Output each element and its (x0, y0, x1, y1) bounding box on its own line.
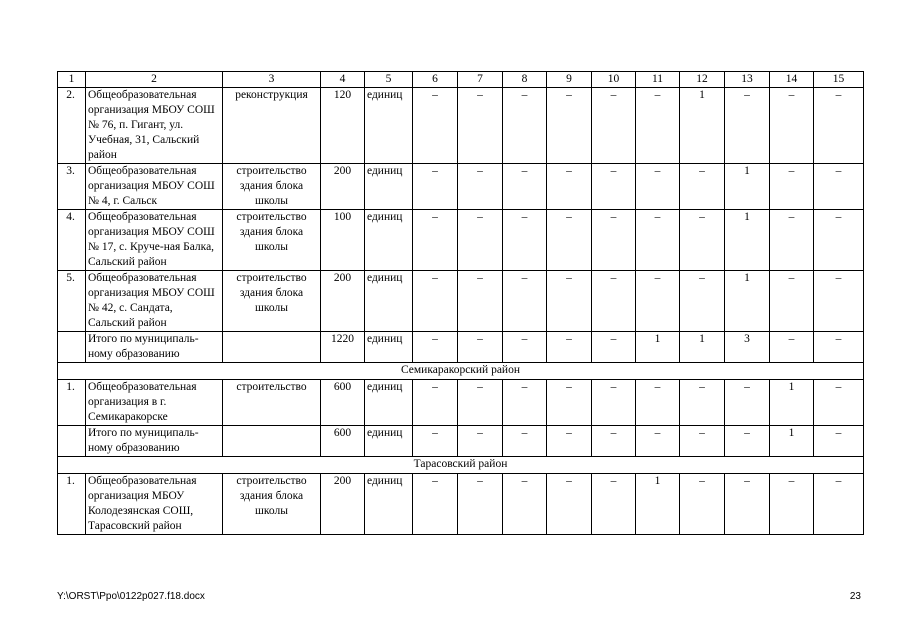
year-value-cell: – (814, 380, 864, 426)
section-title: Семикаракорский район (58, 363, 864, 380)
unit-label: единиц (365, 474, 413, 535)
unit-label: единиц (365, 271, 413, 332)
year-value-cell: – (770, 164, 814, 210)
year-value-cell: – (503, 380, 547, 426)
object-name: Общеобразовательная организация МБОУ Колодезянская СОШ, Тарасовский район (86, 474, 223, 535)
year-value-cell: – (814, 164, 864, 210)
work-type: строительство здания блока школы (223, 271, 321, 332)
year-value-cell: – (458, 474, 503, 535)
year-value-cell: – (680, 271, 725, 332)
file-path: Y:\ORST\Ppo\0122p027.f18.docx (57, 591, 205, 602)
object-name: Итого по муниципаль-ному образованию (86, 332, 223, 363)
year-value-cell: 1 (725, 210, 770, 271)
year-value-cell: – (592, 164, 636, 210)
year-value-cell: – (636, 426, 680, 457)
year-value-cell: – (770, 210, 814, 271)
table-row (58, 474, 864, 535)
year-value-cell: – (636, 164, 680, 210)
year-value-cell: 3 (725, 332, 770, 363)
year-value-cell: – (770, 88, 814, 164)
year-value-cell: – (458, 332, 503, 363)
year-value-cell: – (547, 332, 592, 363)
header-cell: 15 (814, 72, 864, 88)
unit-label: единиц (365, 332, 413, 363)
row-number: 3. (58, 164, 86, 210)
unit-label: единиц (365, 380, 413, 426)
year-value-cell: – (814, 332, 864, 363)
year-value-cell: – (547, 88, 592, 164)
year-value-cell: – (503, 271, 547, 332)
year-value-cell: – (413, 426, 458, 457)
header-cell: 14 (770, 72, 814, 88)
section-row (58, 457, 864, 474)
row-number: 1. (58, 380, 86, 426)
year-value-cell: – (725, 426, 770, 457)
row-number: 1. (58, 474, 86, 535)
year-value-cell: – (503, 332, 547, 363)
object-name: Общеобразовательная организация в г. Семикаракорске (86, 380, 223, 426)
year-value-cell: – (413, 271, 458, 332)
year-value-cell: – (814, 474, 864, 535)
year-value-cell: – (458, 210, 503, 271)
year-value-cell: – (547, 426, 592, 457)
table-row (58, 210, 864, 271)
year-value-cell: – (458, 271, 503, 332)
year-value-cell: 1 (680, 332, 725, 363)
year-value-cell: 1 (680, 88, 725, 164)
table-row (58, 271, 864, 332)
year-value-cell: – (413, 380, 458, 426)
year-value-cell: 1 (725, 271, 770, 332)
header-cell: 11 (636, 72, 680, 88)
header-cell: 6 (413, 72, 458, 88)
unit-label: единиц (365, 426, 413, 457)
year-value-cell: 1 (770, 426, 814, 457)
year-value-cell: – (592, 88, 636, 164)
year-value-cell: – (458, 426, 503, 457)
section-row (58, 363, 864, 380)
year-value-cell: – (413, 332, 458, 363)
year-value-cell: – (680, 210, 725, 271)
year-value-cell: – (503, 210, 547, 271)
year-value-cell: – (592, 426, 636, 457)
object-name: Общеобразовательная организация МБОУ СОШ № 17, с. Круче-ная Балка, Сальский район (86, 210, 223, 271)
year-value-cell: – (592, 474, 636, 535)
work-type (223, 332, 321, 363)
header-cell: 2 (86, 72, 223, 88)
table-row (58, 88, 864, 164)
capacity-value: 200 (321, 474, 365, 535)
unit-label: единиц (365, 88, 413, 164)
row-number: 2. (58, 88, 86, 164)
object-name: Итого по муниципаль-ному образованию (86, 426, 223, 457)
capacity-value: 200 (321, 164, 365, 210)
total-row (58, 332, 864, 363)
year-value-cell: – (592, 210, 636, 271)
row-number: 5. (58, 271, 86, 332)
year-value-cell: – (503, 88, 547, 164)
year-value-cell: – (814, 88, 864, 164)
year-value-cell: – (636, 88, 680, 164)
year-value-cell: – (547, 271, 592, 332)
row-number (58, 332, 86, 363)
work-type: реконструкция (223, 88, 321, 164)
year-value-cell: – (636, 380, 680, 426)
year-value-cell: – (725, 88, 770, 164)
year-value-cell: – (503, 426, 547, 457)
year-value-cell: – (636, 210, 680, 271)
object-name: Общеобразовательная организация МБОУ СОШ № 4, г. Сальск (86, 164, 223, 210)
year-value-cell: – (458, 164, 503, 210)
year-value-cell: – (503, 474, 547, 535)
work-type (223, 426, 321, 457)
year-value-cell: – (814, 271, 864, 332)
header-cell: 1 (58, 72, 86, 88)
year-value-cell: – (592, 332, 636, 363)
year-value-cell: – (770, 474, 814, 535)
unit-label: единиц (365, 210, 413, 271)
capacity-value: 1220 (321, 332, 365, 363)
header-cell: 12 (680, 72, 725, 88)
header-cell: 3 (223, 72, 321, 88)
year-value-cell: – (680, 380, 725, 426)
object-name: Общеобразовательная организация МБОУ СОШ № 42, с. Сандата, Сальский район (86, 271, 223, 332)
work-type: строительство здания блока школы (223, 164, 321, 210)
year-value-cell: – (413, 164, 458, 210)
year-value-cell: 1 (725, 164, 770, 210)
year-value-cell: – (680, 474, 725, 535)
year-value-cell: – (413, 210, 458, 271)
header-cell: 10 (592, 72, 636, 88)
row-number (58, 426, 86, 457)
header-cell: 13 (725, 72, 770, 88)
year-value-cell: – (503, 164, 547, 210)
year-value-cell: – (592, 271, 636, 332)
year-value-cell: – (547, 380, 592, 426)
capacity-value: 120 (321, 88, 365, 164)
capacity-value: 200 (321, 271, 365, 332)
work-type: строительство (223, 380, 321, 426)
year-value-cell: – (458, 380, 503, 426)
table-row (58, 380, 864, 426)
year-value-cell: – (725, 474, 770, 535)
year-value-cell: – (814, 210, 864, 271)
row-number: 4. (58, 210, 86, 271)
data-table (57, 71, 864, 535)
year-value-cell: – (725, 380, 770, 426)
header-cell: 5 (365, 72, 413, 88)
page-number: 23 (849, 591, 861, 602)
year-value-cell: 1 (636, 474, 680, 535)
section-title: Тарасовский район (58, 457, 864, 474)
header-cell: 4 (321, 72, 365, 88)
year-value-cell: – (413, 474, 458, 535)
year-value-cell: – (814, 426, 864, 457)
header-cell: 8 (503, 72, 547, 88)
year-value-cell: – (680, 426, 725, 457)
year-value-cell: – (636, 271, 680, 332)
header-cell: 7 (458, 72, 503, 88)
work-type: строительство здания блока школы (223, 210, 321, 271)
year-value-cell: – (547, 474, 592, 535)
table-header-row (58, 72, 864, 88)
capacity-value: 600 (321, 426, 365, 457)
year-value-cell: – (680, 164, 725, 210)
table-row (58, 164, 864, 210)
year-value-cell: – (770, 271, 814, 332)
capacity-value: 100 (321, 210, 365, 271)
year-value-cell: – (592, 380, 636, 426)
year-value-cell: – (458, 88, 503, 164)
unit-label: единиц (365, 164, 413, 210)
year-value-cell: – (770, 332, 814, 363)
header-cell: 9 (547, 72, 592, 88)
year-value-cell: – (547, 164, 592, 210)
object-name: Общеобразовательная организация МБОУ СОШ № 76, п. Гигант, ул. Учебная, 31, Сальский район (86, 88, 223, 164)
year-value-cell: 1 (636, 332, 680, 363)
year-value-cell: – (413, 88, 458, 164)
table-body (58, 72, 864, 535)
work-type: строительство здания блока школы (223, 474, 321, 535)
total-row (58, 426, 864, 457)
capacity-value: 600 (321, 380, 365, 426)
year-value-cell: – (547, 210, 592, 271)
year-value-cell: 1 (770, 380, 814, 426)
